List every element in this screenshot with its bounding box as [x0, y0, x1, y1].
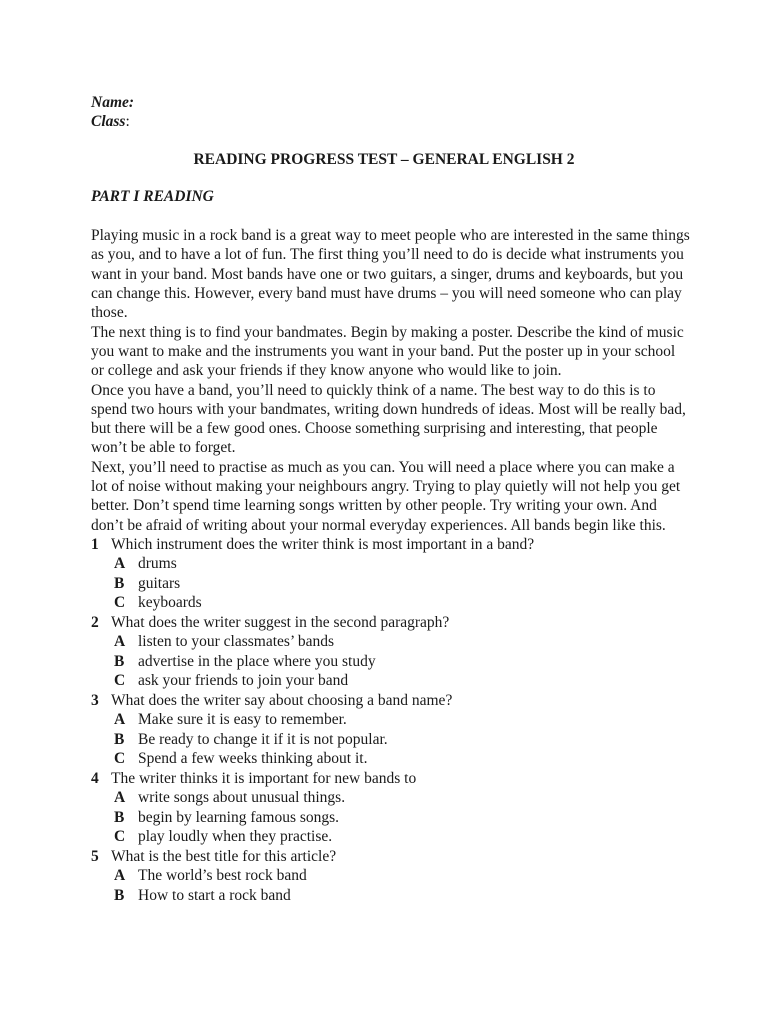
option-text: Spend a few weeks thinking about it.: [138, 750, 368, 768]
passage-paragraph: Next, you’ll need to practise as much as you can. You will need a place where you can make a lot of noise without making your neighbours angry. Trying to play quietly will not help you get better. Don’t spend time learning songs written by other people. Try writing your own. And don’t be afraid of writing about your normal everyday experiences. All bands begin like this.: [91, 458, 681, 534]
document-title: READING PROGRESS TEST – GENERAL ENGLISH 2: [193, 150, 575, 168]
option-letter: B: [114, 730, 125, 748]
question-text: Which instrument does the writer think is most important in a band?: [111, 535, 535, 553]
answer-option-5b[interactable]: [91, 886, 691, 906]
question-number: 5: [91, 847, 99, 865]
option-letter: C: [114, 672, 126, 690]
option-text: write songs about unusual things.: [138, 789, 346, 807]
question-number: 2: [91, 613, 99, 631]
question-list: [91, 535, 691, 906]
question-number: 1: [91, 535, 99, 553]
answer-option-3c[interactable]: [91, 749, 691, 769]
answer-option-4c[interactable]: [91, 827, 691, 847]
answer-option-3a[interactable]: [91, 710, 691, 730]
question-number: 4: [91, 769, 99, 787]
option-letter: A: [114, 555, 126, 573]
question-text: What does the writer suggest in the second paragraph?: [111, 613, 450, 631]
question-3: [91, 691, 691, 711]
answer-option-4a[interactable]: [91, 788, 691, 808]
answer-option-1a[interactable]: [91, 554, 691, 574]
option-text: guitars: [138, 574, 181, 592]
document-page: [91, 93, 691, 905]
question-text: The writer thinks it is important for new bands to: [111, 769, 417, 787]
option-letter: C: [114, 750, 126, 768]
option-letter: A: [114, 711, 126, 729]
option-text: begin by learning famous songs.: [138, 808, 340, 826]
option-text: Be ready to change it if it is not popular.: [138, 730, 388, 748]
option-letter: B: [114, 808, 125, 826]
name-label: Name:: [91, 94, 135, 111]
option-text: drums: [138, 555, 177, 573]
option-letter: B: [114, 886, 125, 904]
class-field: [91, 112, 691, 131]
option-letter: C: [114, 594, 126, 612]
option-text: keyboards: [138, 594, 202, 612]
question-text: What does the writer say about choosing a band name?: [111, 691, 453, 709]
part-heading: PART I READING: [91, 187, 214, 205]
question-2: [91, 613, 691, 633]
class-label: Class: [91, 113, 126, 131]
option-letter: C: [114, 828, 126, 846]
option-letter: A: [114, 867, 126, 885]
question-1: [91, 535, 691, 555]
option-text: The world’s best rock band: [138, 867, 307, 885]
answer-option-5a[interactable]: [91, 866, 691, 886]
option-letter: B: [114, 574, 125, 592]
option-text: advertise in the place where you study: [138, 652, 376, 670]
question-text: What is the best title for this article?: [111, 847, 337, 865]
student-info: [91, 93, 691, 132]
passage-paragraph: The next thing is to find your bandmates. Begin by making a poster. Describe the kind of music you want to make and the instruments you want in your band. Put the poster up in your school or college and ask your friends if they know anyone who would like to join.: [91, 323, 684, 380]
option-letter: B: [114, 652, 125, 670]
answer-option-4b[interactable]: [91, 808, 691, 828]
option-text: How to start a rock band: [138, 886, 291, 904]
option-text: listen to your classmates’ bands: [138, 633, 335, 651]
option-letter: A: [114, 633, 126, 651]
question-5: [91, 847, 691, 867]
reading-passage: [91, 226, 691, 535]
option-text: play loudly when they practise.: [138, 828, 333, 846]
class-colon: :: [125, 113, 130, 131]
passage-paragraph: Once you have a band, you’ll need to quickly think of a name. The best way to do this is to spend two hours with your bandmates, writing down hundreds of ideas. Most will be really bad, but there will be a few good ones. Choose something surprising and interesting, that people won’t be able to forget.: [91, 381, 686, 457]
answer-option-2c[interactable]: [91, 671, 691, 691]
option-letter: A: [114, 789, 126, 807]
passage-paragraph: Playing music in a rock band is a great way to meet people who are interested in the same things as you, and to have a lot of fun. The first thing you’ll need to do is decide what instruments you want in your band. Most bands have one or two guitars, a singer, drums and keyboards, but you can change this. However, every band must have drums – you will need someone who can play those.: [91, 227, 690, 322]
answer-option-2a[interactable]: [91, 632, 691, 652]
name-field: [91, 93, 691, 112]
question-number: 3: [91, 691, 99, 709]
question-4: [91, 769, 691, 789]
option-text: ask your friends to join your band: [138, 672, 349, 690]
answer-option-1c[interactable]: [91, 593, 691, 613]
answer-option-2b[interactable]: [91, 652, 691, 672]
answer-option-1b[interactable]: [91, 574, 691, 594]
option-text: Make sure it is easy to remember.: [138, 711, 347, 729]
answer-option-3b[interactable]: [91, 730, 691, 750]
